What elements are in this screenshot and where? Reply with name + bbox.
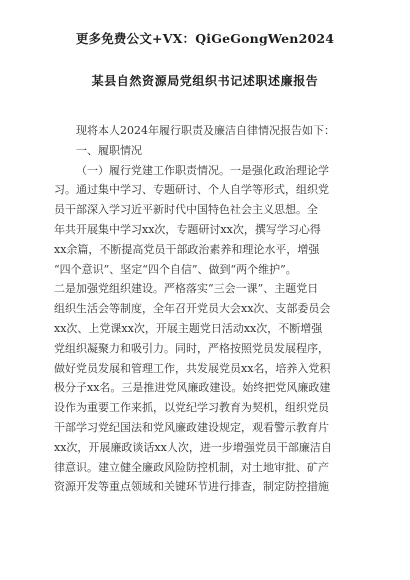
body-line: 资源开发等重点领域和关键环节进行排查，制定防控措施	[54, 480, 329, 494]
body-line: “四个意识”、坚定“四个自信”、做到“两个维护”。	[54, 262, 297, 276]
body-line: 干部学习党纪国法和党风廉政建设规定，观看警示教育片	[54, 420, 329, 434]
body-line: 现将本人2024年履行职责及廉洁自律情况报告如下：	[76, 124, 335, 137]
body-line: 一、履职情况	[76, 143, 142, 157]
body-line: 设作为重要工作来抓，以党纪学习教育为契机，组织党员	[54, 401, 329, 415]
body-line: 组织生活会等制度，全年召开党员大会xx次、支部委员会	[54, 302, 331, 316]
body-line: 年共开展集中学习xx次，专题研讨xx次，撰写学习心得	[54, 222, 321, 236]
body-line: xx次，开展廉政谈话xx人次，进一步增强党员干部廉洁自	[54, 440, 332, 454]
body-line: 律意识。建立健全廉政风险防控机制，对土地审批、矿产	[54, 460, 329, 474]
body-line: 二是加强党组织建设。严格落实“三会一课”、主题党日	[54, 282, 319, 296]
document-title: 某县自然资源局党组织书记述职述廉报告	[91, 74, 319, 88]
body-line: （一）履行党建工作职责情况。一是强化政治理论学	[76, 163, 329, 177]
body-line: 极分子xx名。三是推进党风廉政建设。始终把党风廉政建	[54, 381, 331, 395]
body-line: 党组织凝聚力和吸引力。同时，严格按照党员发展程序，	[54, 341, 329, 355]
promo-header: 更多免费公文+VX：QiGeGongWen2024	[75, 31, 335, 46]
body-line: xx余篇，不断提高党员干部政治素养和理论水平，增强	[54, 242, 320, 256]
body-line: 做好党员发展和管理工作，共发展党员xx名，培养入党积	[54, 361, 331, 375]
body-line: 习。通过集中学习、专题研讨、个人自学等形式，组织党	[54, 183, 329, 197]
document-body	[54, 121, 367, 497]
body-line: 员干部深入学习近平新时代中国特色社会主义思想。全	[54, 203, 318, 217]
body-line: xx次、上党课xx次，开展主题党日活动xx次，不断增强	[54, 321, 323, 335]
